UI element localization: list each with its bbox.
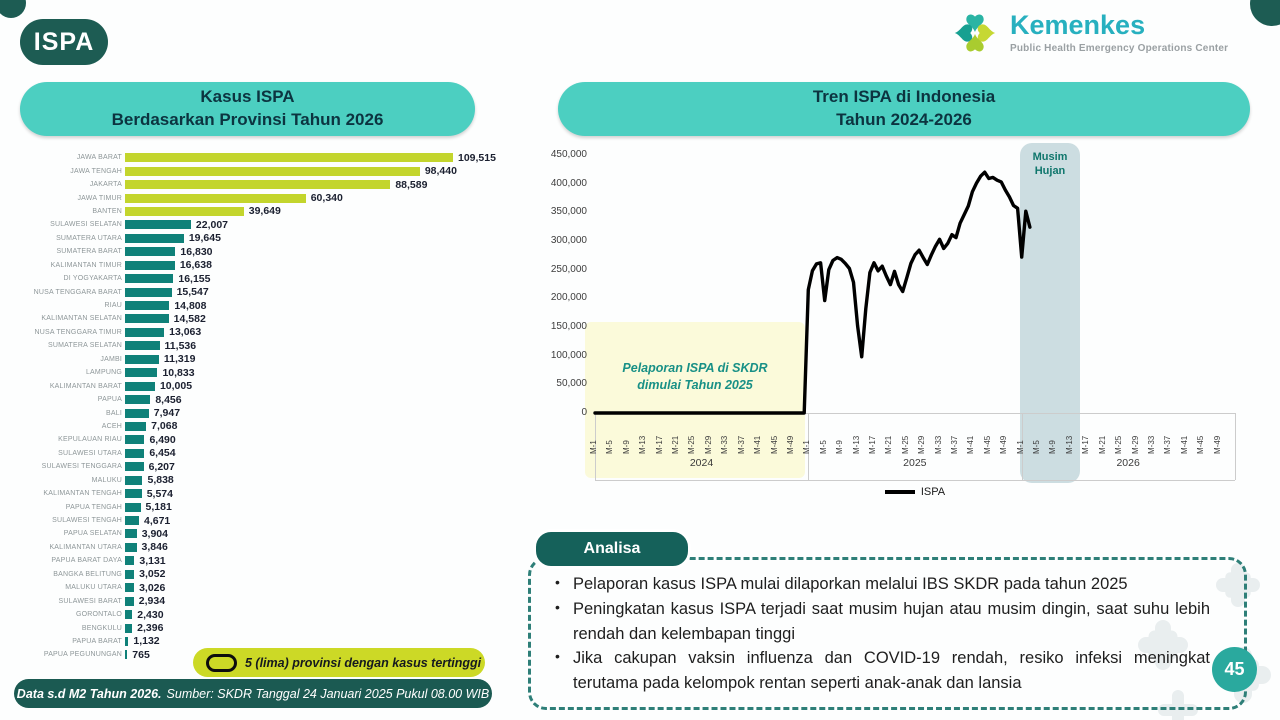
x-tick-label: M-41 (1179, 435, 1189, 454)
province-bar (125, 314, 169, 323)
x-tick-label: M-29 (917, 435, 927, 454)
province-label: GORONTALO (75, 611, 122, 619)
kemenkes-wordmark (1010, 12, 1228, 54)
province-bar (125, 610, 132, 619)
y-tick-label: 100,000 (550, 349, 587, 361)
kemenkes-logo-subtitle: Public Health Emergency Operations Center (1010, 43, 1229, 54)
province-value: 3,846 (141, 541, 168, 554)
province-value: 3,904 (141, 527, 168, 540)
province-label: SUMATERA UTARA (56, 234, 122, 242)
bar-row (18, 514, 504, 527)
data-source-footer (14, 679, 492, 708)
province-bar (125, 382, 155, 391)
province-label: MALUKU UTARA (65, 584, 122, 592)
province-value: 6,490 (149, 433, 176, 446)
province-value: 2,430 (137, 608, 164, 621)
kemenkes-logo (948, 6, 1228, 60)
analysis-bullet-list (531, 560, 1244, 704)
x-tick-label: M-45 (1196, 435, 1206, 454)
year-label: 2024 (689, 457, 714, 469)
y-tick-label: 0 (581, 407, 587, 418)
x-tick-label: M-45 (769, 435, 779, 454)
province-bar (125, 422, 146, 431)
province-value: 765 (132, 648, 150, 661)
province-value: 16,155 (178, 272, 211, 285)
province-label: KEPULAUAN RIAU (58, 436, 122, 444)
x-tick-label: M-17 (654, 435, 664, 454)
province-value: 5,574 (146, 487, 173, 500)
province-label: SUMATERA BARAT (56, 248, 122, 256)
province-bar (125, 583, 134, 592)
province-label: NUSA TENGGARA TIMUR (34, 328, 122, 336)
kemenkes-logo-text: Kemenkes (1010, 10, 1146, 40)
province-value: 4,671 (143, 514, 171, 527)
x-tick-label: M-21 (1097, 435, 1107, 454)
bar-row (18, 339, 504, 352)
analysis-bullet: • Pelaporan kasus ISPA mulai dilaporkan melalui IBS SKDR pada tahun 2025 (573, 572, 1210, 597)
province-value: 3,026 (139, 581, 166, 594)
x-tick-label: M-17 (867, 435, 877, 454)
province-label: JAWA TENGAH (70, 167, 122, 175)
bar-row (18, 500, 504, 513)
bar-chart-title-line2: Berdasarkan Provinsi Tahun 2026 (111, 110, 384, 129)
province-value: 19,645 (188, 232, 221, 245)
y-tick-label: 200,000 (550, 292, 587, 304)
bar-row (18, 554, 504, 567)
y-tick-label: 350,000 (550, 206, 587, 218)
province-bar (125, 274, 173, 283)
province-value: 60,340 (310, 192, 343, 205)
axis-line (595, 480, 1235, 481)
x-tick-label: M-25 (900, 435, 910, 454)
x-tick-label: M-5 (818, 440, 828, 454)
x-tick-label: M-29 (1130, 435, 1140, 454)
year-label: 2026 (1116, 457, 1140, 469)
province-label: SULAWESI TENGGARA (41, 463, 122, 471)
province-label: DI YOGYAKARTA (63, 275, 122, 283)
province-label: KALIMANTAN SELATAN (41, 315, 122, 323)
x-tick-label: M-13 (638, 435, 648, 454)
x-tick-label: M-5 (1032, 440, 1042, 454)
x-tick-label: M-29 (703, 435, 713, 454)
bar-row (18, 527, 504, 540)
province-bar (125, 247, 175, 256)
highlight-oval-icon (206, 654, 237, 672)
province-label: KALIMANTAN BARAT (49, 382, 122, 390)
province-bar (125, 503, 141, 512)
line-chart-title-line1: Tren ISPA di Indonesia (812, 87, 996, 107)
bar-row (18, 191, 504, 204)
province-bar (125, 637, 128, 646)
footer-data-period: Data s.d M2 Tahun 2026. (16, 686, 162, 701)
y-tick-label: 450,000 (550, 149, 587, 160)
province-label: BANGKA BELITUNG (53, 570, 122, 578)
x-tick-label: M-33 (1146, 435, 1156, 454)
footer-source: Sumber: SKDR Tanggal 24 Januari 2025 Pukul 08.00 WIB (166, 686, 490, 701)
kemenkes-logo-icon (948, 6, 1002, 60)
province-value: 8,456 (155, 393, 182, 406)
province-bar (125, 395, 150, 404)
province-value: 5,838 (147, 474, 174, 487)
province-bar (125, 194, 306, 203)
province-bar (125, 529, 137, 538)
reporting-note-line2: dimulai Tahun 2025 (637, 377, 753, 392)
bar-chart-title (20, 82, 475, 136)
bar-row (18, 635, 504, 648)
province-label: ACEH (101, 422, 122, 430)
province-label: JAMBI (100, 355, 122, 363)
province-bar (125, 556, 134, 565)
bar-row (18, 366, 504, 379)
province-label: MALUKU (91, 476, 122, 484)
bar-row (18, 541, 504, 554)
bar-row (18, 447, 504, 460)
province-bar (125, 355, 159, 364)
province-bar (125, 516, 139, 525)
x-tick-label: M-21 (671, 435, 681, 454)
province-label: BENGKULU (81, 624, 122, 632)
legend-line-swatch (885, 490, 915, 493)
x-tick-label: M-45 (982, 435, 992, 454)
bar-row (18, 487, 504, 500)
province-bar (125, 153, 453, 162)
reporting-note-line1: Pelaporan ISPA di SKDR (622, 361, 768, 375)
province-bar (125, 597, 134, 606)
province-value: 11,536 (164, 339, 197, 352)
trend-line-chart (535, 142, 1250, 512)
province-value: 7,068 (151, 420, 178, 433)
province-bar (125, 624, 132, 633)
x-tick-label: M-37 (1163, 435, 1173, 454)
bar-row (18, 353, 504, 366)
x-tick-label: M-33 (720, 435, 730, 454)
bar-row (18, 151, 504, 164)
province-label: RIAU (104, 302, 122, 310)
bar-row (18, 326, 504, 339)
province-bar (125, 220, 191, 229)
province-value: 15,547 (176, 286, 209, 299)
corner-dot-decoration (1250, 0, 1280, 26)
province-bar (125, 570, 134, 579)
province-label: NUSA TENGGARA BARAT (33, 288, 122, 296)
province-value: 11,319 (163, 353, 196, 366)
province-label: PAPUA BARAT (72, 637, 122, 645)
province-label: KALIMANTAN UTARA (49, 543, 122, 551)
bar-row (18, 406, 504, 419)
bar-row (18, 299, 504, 312)
province-bar (125, 489, 142, 498)
bar-row (18, 245, 504, 258)
year-label: 2025 (903, 457, 927, 469)
province-bar (125, 543, 137, 552)
province-bar (125, 368, 157, 377)
province-bar (125, 650, 127, 659)
y-tick-label: 150,000 (550, 321, 587, 332)
province-value: 10,005 (159, 380, 193, 393)
bar-row (18, 205, 504, 218)
province-label: SUMATERA SELATAN (48, 342, 122, 350)
bar-row (18, 608, 504, 621)
bar-row (18, 232, 504, 245)
x-tick-label: M-9 (835, 440, 845, 454)
bar-row (18, 420, 504, 433)
bar-row (18, 594, 504, 607)
province-value: 14,582 (173, 312, 206, 325)
bar-row (18, 285, 504, 298)
x-tick-label: M-13 (1064, 435, 1074, 454)
y-tick-label: 250,000 (550, 263, 587, 275)
province-label: JAWA BARAT (76, 154, 122, 162)
x-tick-label: M-9 (621, 440, 631, 454)
bar-chart-title-line1: Kasus ISPA (200, 87, 295, 107)
x-tick-label: M-49 (1212, 435, 1222, 454)
bar-chart-legend-label: 5 (lima) provinsi dengan kasus tertinggi (245, 655, 482, 670)
page-title: ISPA (20, 19, 108, 65)
province-label: JAWA TIMUR (77, 194, 122, 202)
bar-row (18, 312, 504, 325)
province-label: PAPUA (97, 396, 122, 404)
province-value: 3,131 (139, 554, 166, 567)
province-bar (125, 476, 142, 485)
province-label: PAPUA SELATAN (63, 530, 122, 538)
x-tick-label: M-1 (589, 440, 598, 454)
bar-chart-legend (193, 648, 485, 677)
bar-row (18, 621, 504, 634)
x-tick-label: M-5 (605, 440, 615, 454)
province-value: 3,052 (139, 568, 166, 581)
x-tick-label: M-9 (1048, 440, 1058, 454)
province-label: KALIMANTAN TIMUR (50, 261, 122, 269)
line-chart-title (558, 82, 1250, 136)
bar-row (18, 272, 504, 285)
bar-row (18, 218, 504, 231)
x-tick-label: M-41 (966, 435, 976, 454)
corner-dot-decoration (0, 0, 26, 18)
x-tick-label: M-37 (950, 435, 960, 454)
line-chart-title-line2: Tahun 2024-2026 (836, 110, 972, 129)
axis-line (1235, 413, 1236, 480)
province-value: 88,589 (395, 178, 428, 191)
province-label: JAKARTA (89, 181, 122, 189)
province-label: SULAWESI SELATAN (50, 221, 122, 229)
province-bar (125, 449, 144, 458)
page-number-badge: 45 (1212, 647, 1257, 692)
bar-row (18, 581, 504, 594)
province-bar (125, 328, 164, 337)
province-value: 109,515 (458, 151, 496, 164)
province-label: BANTEN (92, 207, 122, 215)
x-tick-label: M-17 (1081, 435, 1091, 454)
x-tick-label: M-37 (736, 435, 746, 454)
bar-row (18, 474, 504, 487)
province-value: 98,440 (424, 165, 457, 178)
province-bar (125, 261, 175, 270)
province-bar (125, 435, 144, 444)
province-label: PAPUA PEGUNUNGAN (43, 651, 122, 659)
province-bar (125, 207, 244, 216)
bar-row (18, 379, 504, 392)
line-chart-legend (595, 486, 1235, 498)
x-tick-label: M-13 (851, 435, 861, 454)
province-bar (125, 409, 149, 418)
bar-row (18, 259, 504, 272)
analysis-bullet: • Jika cakupan vaksin influenza dan COVID-19 rendah, resiko infeksi meningkat terutama pada kelompok rentan seperti anak-anak dan lansia (573, 646, 1210, 696)
x-tick-label: M-25 (1114, 435, 1124, 454)
province-value: 6,454 (149, 447, 176, 460)
bar-row (18, 178, 504, 191)
province-value: 2,396 (137, 622, 164, 635)
province-bar-chart (18, 151, 504, 662)
bar-row (18, 568, 504, 581)
analysis-bullet: • Peningkatan kasus ISPA terjadi saat musim hujan atau musim dingin, saat suhu lebih rendah dan kelembapan tinggi (573, 597, 1210, 647)
x-tick-label: M-21 (884, 435, 894, 454)
legend-series-label: ISPA (920, 486, 946, 498)
province-value: 13,063 (169, 326, 202, 339)
province-label: SULAWESI TENGAH (52, 517, 122, 525)
province-value: 1,132 (133, 635, 160, 648)
x-tick-label: M-1 (802, 440, 812, 454)
province-bar (125, 234, 184, 243)
province-value: 39,649 (248, 205, 281, 218)
y-tick-label: 50,000 (556, 378, 587, 390)
province-value: 14,808 (174, 299, 207, 312)
x-tick-label: M-1 (1015, 440, 1025, 454)
province-value: 6,207 (148, 460, 175, 473)
province-bar (125, 341, 160, 350)
province-bar (125, 301, 169, 310)
analysis-box (528, 557, 1247, 710)
province-bar (125, 180, 390, 189)
y-tick-label: 400,000 (550, 177, 587, 189)
province-label: LAMPUNG (85, 369, 122, 377)
rainy-season-label: Musim Hujan (1032, 151, 1068, 177)
province-value: 16,638 (179, 259, 212, 272)
province-value: 10,833 (162, 366, 195, 379)
province-value: 16,830 (180, 245, 213, 258)
province-label: PAPUA BARAT DAYA (51, 557, 122, 565)
province-bar (125, 288, 172, 297)
province-label: PAPUA TENGAH (65, 503, 122, 511)
ispa-trend-line (595, 155, 1235, 413)
x-tick-label: M-49 (999, 435, 1009, 454)
x-tick-label: M-41 (753, 435, 763, 454)
x-tick-label: M-25 (687, 435, 697, 454)
analysis-header: Analisa (533, 529, 691, 569)
bar-row (18, 164, 504, 177)
province-value: 2,934 (138, 595, 166, 608)
x-tick-label: M-49 (785, 435, 795, 454)
y-tick-label: 300,000 (550, 235, 587, 246)
x-tick-label: M-33 (933, 435, 943, 454)
province-label: SULAWESI BARAT (58, 597, 122, 605)
province-bar (125, 167, 420, 176)
province-value: 7,947 (153, 407, 181, 420)
province-label: KALIMANTAN TENGAH (43, 490, 122, 498)
bar-row (18, 393, 504, 406)
bar-row (18, 460, 504, 473)
province-value: 22,007 (195, 218, 229, 231)
province-bar (125, 462, 144, 471)
province-label: BALI (106, 409, 122, 417)
bar-row (18, 433, 504, 446)
province-value: 5,181 (145, 501, 172, 514)
province-label: SULAWESI UTARA (58, 449, 122, 457)
